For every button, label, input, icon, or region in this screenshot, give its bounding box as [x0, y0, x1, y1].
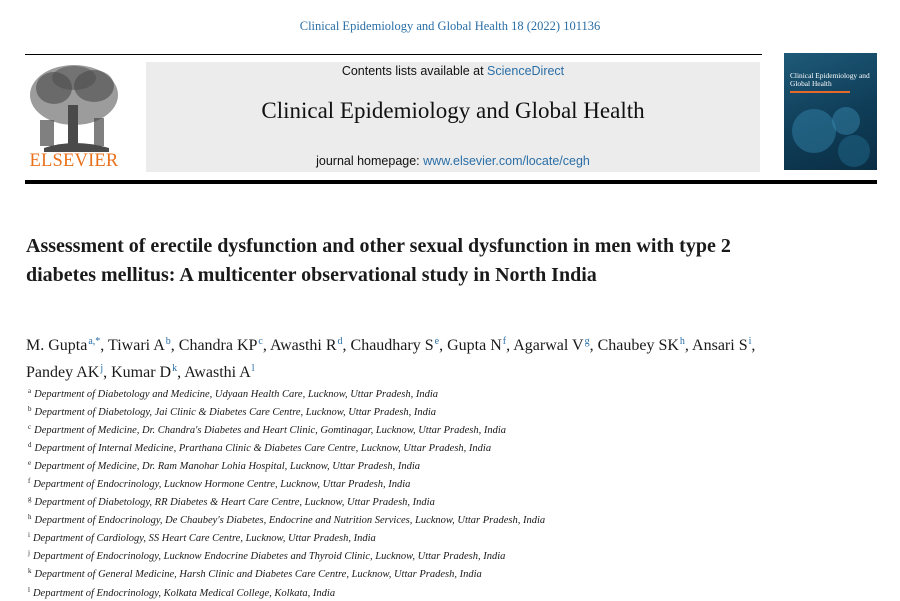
author-affiliation-marker[interactable]: a,*	[88, 336, 101, 347]
affiliation-marker: g	[28, 495, 32, 504]
affiliation-marker: h	[28, 513, 32, 522]
author-name[interactable]: Chandra $KP^c$	[178, 336, 263, 354]
author-list: M. Gupta$^{a,*}$, Tiwari $A^b$, Chandra $KP^c$, Awasthi $R^d$, Chaudhary $S^e$, Gupta $N^f$, Agarwal $V^g$, Chaubey $SK^h$, Ansari $S^i$, Pandey $AK^j$, Kumar $D^k$, Awasthi $A^l$	[26, 336, 756, 381]
affiliation-text: Department of Endocrinology, Kolkata Medical College, Kolkata, India	[32, 587, 336, 599]
author-name[interactable]: Ansari $S^i$	[692, 336, 752, 354]
affiliation-item	[28, 528, 888, 546]
affiliation-text: Department of Endocrinology, Lucknow Hormone Centre, Lucknow, Uttar Pradesh, India	[33, 479, 411, 491]
affiliation-item	[28, 456, 888, 474]
author-affiliation-marker[interactable]: h	[679, 336, 685, 347]
affiliation-text: Department of Diabetology, Jai Clinic & Diabetes Care Centre, Lucknow, Uttar Pradesh, India	[34, 407, 436, 419]
author-affiliation-marker[interactable]: f	[502, 336, 507, 347]
author-name[interactable]: Agarwal $V^g$	[513, 336, 590, 354]
affiliation-marker: l	[28, 585, 30, 594]
affiliation-item	[28, 564, 888, 582]
homepage-prefix: journal homepage:	[316, 154, 424, 168]
author-name[interactable]: M. Gupta$^{a,*}$	[26, 336, 101, 354]
affiliation-item	[28, 438, 888, 456]
affiliation-item	[28, 583, 888, 601]
affiliation-text: Department of Medicine, Dr. Ram Manohar Lohia Hospital, Lucknow, Uttar Pradesh, India	[34, 461, 421, 473]
author-affiliation-marker[interactable]: j	[100, 363, 104, 374]
affiliation-text: Department of Diabetology and Medicine, Udyaan Health Care, Lucknow, Uttar Pradesh, India	[34, 389, 439, 400]
author-affiliation-marker[interactable]: i	[748, 336, 752, 347]
journal-homepage-link[interactable]: www.elsevier.com/locate/cegh	[423, 154, 590, 168]
affiliation-marker: d	[28, 441, 32, 450]
author-name[interactable]: Pandey $AK^j$	[26, 363, 104, 381]
affiliation-marker: c	[28, 423, 32, 432]
author-affiliation-marker[interactable]: d	[337, 336, 343, 347]
author-affiliation-marker[interactable]: g	[584, 336, 590, 347]
affiliation-item	[28, 384, 888, 402]
affiliation-marker: e	[28, 459, 32, 468]
affiliation-item	[28, 546, 888, 564]
affiliation-text: Department of Medicine, Dr. Chandra's Diabetes and Heart Clinic, Gomtinagar, Lucknow, Uttar Pradesh, India	[34, 425, 507, 437]
article-title: Assessment of erectile dysfunction and other sexual dysfunction in men with type 2 diabetes mellitus: A multicenter observational study in North India	[26, 235, 731, 286]
affiliation-list	[28, 384, 888, 601]
journal-citation[interactable]: Clinical Epidemiology and Global Health 18 (2022) 101136	[299, 19, 601, 33]
author-name[interactable]: Tiwari $A^b$	[108, 336, 171, 354]
journal-cover-image[interactable]	[784, 53, 877, 170]
author-affiliation-marker[interactable]: e	[434, 336, 440, 347]
author-name[interactable]: Chaubey $SK^h$	[597, 336, 685, 354]
author-affiliation-marker[interactable]: b	[165, 336, 171, 347]
affiliation-marker: i	[28, 531, 30, 540]
author-name[interactable]: Awasthi $A^l$	[184, 363, 255, 381]
header-top-rule	[25, 54, 762, 55]
author-name[interactable]: Kumar $D^k$	[111, 363, 178, 381]
author-name[interactable]: Gupta $N^f$	[447, 336, 507, 354]
cover-title: Clinical Epidemiology and Global Health	[790, 71, 870, 89]
author-affiliation-marker[interactable]: l	[251, 363, 255, 374]
affiliation-marker: a	[28, 387, 32, 395]
affiliation-item	[28, 474, 888, 492]
sciencedirect-link[interactable]: ScienceDirect	[487, 64, 565, 78]
affiliation-text: Department of Endocrinology, De Chaubey's Diabetes, Endocrine and Nutrition Services, Lucknow, Uttar Pradesh, India	[34, 515, 546, 527]
affiliation-text: Department of Endocrinology, Lucknow Endocrine Diabetes and Thyroid Clinic, Lucknow, Uttar Pradesh, India	[32, 551, 506, 563]
affiliation-marker: b	[28, 405, 32, 414]
affiliation-text: Department of General Medicine, Harsh Clinic and Diabetes Care Centre, Lucknow, Uttar Pradesh, India	[34, 569, 482, 581]
affiliation-text: Department of Diabetology, RR Diabetes & Heart Care Centre, Lucknow, Uttar Pradesh, India	[34, 497, 435, 509]
author-affiliation-marker[interactable]: k	[172, 363, 178, 374]
header-bottom-rule	[25, 180, 877, 184]
contents-prefix: Contents lists available at	[341, 64, 488, 78]
publisher-name: ELSEVIER	[29, 151, 119, 171]
affiliation-marker: f	[28, 477, 31, 486]
affiliation-item	[28, 420, 888, 438]
affiliation-marker: k	[28, 567, 32, 576]
journal-homepage-line	[146, 154, 760, 168]
contents-available-line	[146, 64, 760, 78]
affiliation-item	[28, 402, 888, 420]
affiliation-item	[28, 510, 888, 528]
journal-title: Clinical Epidemiology and Global Health	[261, 98, 645, 123]
affiliation-marker: j	[28, 549, 30, 558]
cover-art-icon	[784, 101, 877, 170]
affiliation-text: Department of Cardiology, SS Heart Care Centre, Lucknow, Uttar Pradesh, India	[32, 533, 376, 545]
author-name[interactable]: Awasthi $R^d$	[270, 336, 343, 354]
affiliation-item	[28, 492, 888, 510]
affiliation-text: Department of Internal Medicine, Prarthana Clinic & Diabetes Care Centre, Lucknow, Uttar Pradesh, India	[34, 443, 492, 455]
author-name[interactable]: Chaudhary $S^e$	[350, 336, 440, 354]
author-affiliation-marker[interactable]: c	[258, 336, 263, 347]
cover-stripe	[790, 91, 850, 93]
